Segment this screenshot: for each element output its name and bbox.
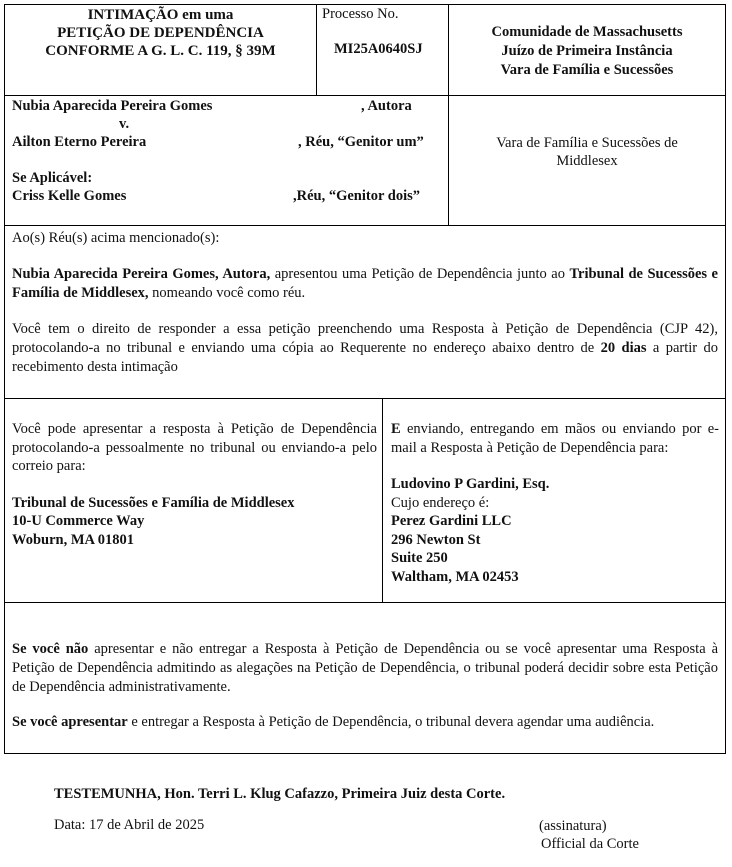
court-ref: Tribunal de Sucessões e Família de Middlesex,: [12, 266, 718, 301]
notice-text: nomeando você como réu.: [148, 285, 306, 301]
divider-parties: [4, 225, 726, 226]
case-number: MI25A0640SJ: [334, 41, 423, 57]
attorney-address-line: Perez Gardini LLC: [391, 513, 512, 529]
filing-instructions: Você pode apresentar a resposta à Petição de Dependência protocolando-a pessoalmente no tribunal ou enviando-a pelo correio para:: [12, 421, 377, 474]
plaintiff-name: Nubia Aparecida Pereira Gomes: [12, 98, 213, 114]
divider-notice: [4, 398, 726, 399]
warning-default: [12, 640, 718, 697]
court-address-line: Tribunal de Sucessões e Família de Middlesex: [12, 494, 295, 511]
deadline: 20 dias: [600, 340, 647, 356]
attorney-address: [391, 512, 719, 586]
notice-text: a partir do recebimento desta intimação: [12, 340, 718, 375]
address-label: Cujo endereço é:: [391, 494, 490, 511]
defendant-2-role: ,Réu, “Genitor dois”: [293, 188, 421, 204]
divider-filing-columns: [382, 398, 383, 602]
title-line-2: PETIÇÃO DE DEPENDÊNCIA: [57, 25, 264, 41]
attorney-address-line: Waltham, MA 02453: [391, 568, 519, 585]
witness-line: TESTEMUNHA, Hon. Terri L. Klug Cafazzo, Primeira Juiz desta Corte.: [54, 786, 506, 802]
court-official-label: Official da Corte: [541, 836, 639, 852]
warning-text: apresentar e não entregar a Resposta à Petição de Dependência ou se você apresentar uma Resposta à Petição de Dependência admitindo as alegações na Petição de Dependência, o tribunal poderá decidir sobre esta Petição de Dependência administrativamente.: [12, 641, 718, 695]
divider-filing: [4, 602, 726, 603]
court-heading: [449, 23, 725, 80]
notice-block: [12, 229, 718, 377]
divider-header: [4, 95, 726, 96]
attorney-address-line: 296 Newton St: [391, 531, 481, 548]
service-lead: E: [391, 421, 401, 437]
court-line-2: Juízo de Primeira Instância: [501, 43, 673, 59]
defendant-2-name: Criss Kelle Gomes: [12, 188, 127, 204]
versus: v.: [119, 116, 130, 132]
if-applicable-label: Se Aplicável:: [12, 170, 93, 186]
warning-lead: Se você apresentar: [12, 714, 128, 730]
filing-left: [12, 420, 377, 549]
notice-paragraph-2: [12, 320, 718, 377]
notice-paragraph-1: [12, 265, 718, 303]
plaintiff-ref: Nubia Aparecida Pereira Gomes, Autora,: [12, 266, 271, 282]
attorney-address-line: Suite 250: [391, 550, 448, 566]
defendant-1-name: Ailton Eterno Pereira: [12, 134, 147, 150]
court-division: Vara de Família e Sucessões de Middlesex: [496, 135, 678, 169]
filing-right: [391, 420, 719, 586]
service-instructions: [391, 420, 719, 457]
notice-text: Você tem o direito de responder a essa petição preenchendo uma Resposta à Petição de Dependência (CJP 42), protocolando-a no tribunal e enviando uma cópia ao Requerente no endereço abaixo dentro de: [12, 321, 718, 356]
court-line-1: Comunidade de Massachusetts: [491, 24, 683, 40]
case-number-label: Processo No.: [322, 6, 399, 22]
case-number-cell: [322, 6, 446, 58]
date-line: Data: 17 de Abril de 2025: [54, 817, 205, 833]
notice-text: apresentou uma Petição de Dependência junto ao: [270, 266, 570, 282]
warnings-block: [12, 640, 718, 732]
defendant-1-role: , Réu, “Genitor um”: [298, 134, 424, 150]
service-text: enviando, entregando em mãos ou enviando por e-mail a Resposta à Petição de Dependência para:: [391, 421, 719, 456]
parties-block: [12, 97, 442, 205]
title-line-3: CONFORME A G. L. C. 119, § 39M: [45, 43, 276, 59]
court-line-3: Vara de Família e Sucessões: [500, 62, 674, 78]
title-line-1: INTIMAÇÃO em uma: [87, 7, 234, 23]
signature-label: (assinatura): [539, 818, 607, 834]
court-address-line: 10-U Commerce Way: [12, 513, 145, 529]
court-address-line: Woburn, MA 01801: [12, 531, 135, 548]
court-address: [12, 494, 377, 550]
attorney-name: Ludovino P Gardini, Esq.: [391, 476, 550, 492]
warning-text: e entregar a Resposta à Petição de Dependência, o tribunal devera agendar uma audiência.: [127, 714, 655, 730]
warning-lead: Se você não: [12, 641, 89, 657]
warning-hearing: [12, 713, 718, 732]
divider-title-case: [316, 4, 317, 95]
plaintiff-role: , Autora: [361, 98, 412, 114]
document-title: [5, 6, 316, 60]
salutation: Ao(s) Réu(s) acima mencionado(s):: [12, 230, 220, 246]
